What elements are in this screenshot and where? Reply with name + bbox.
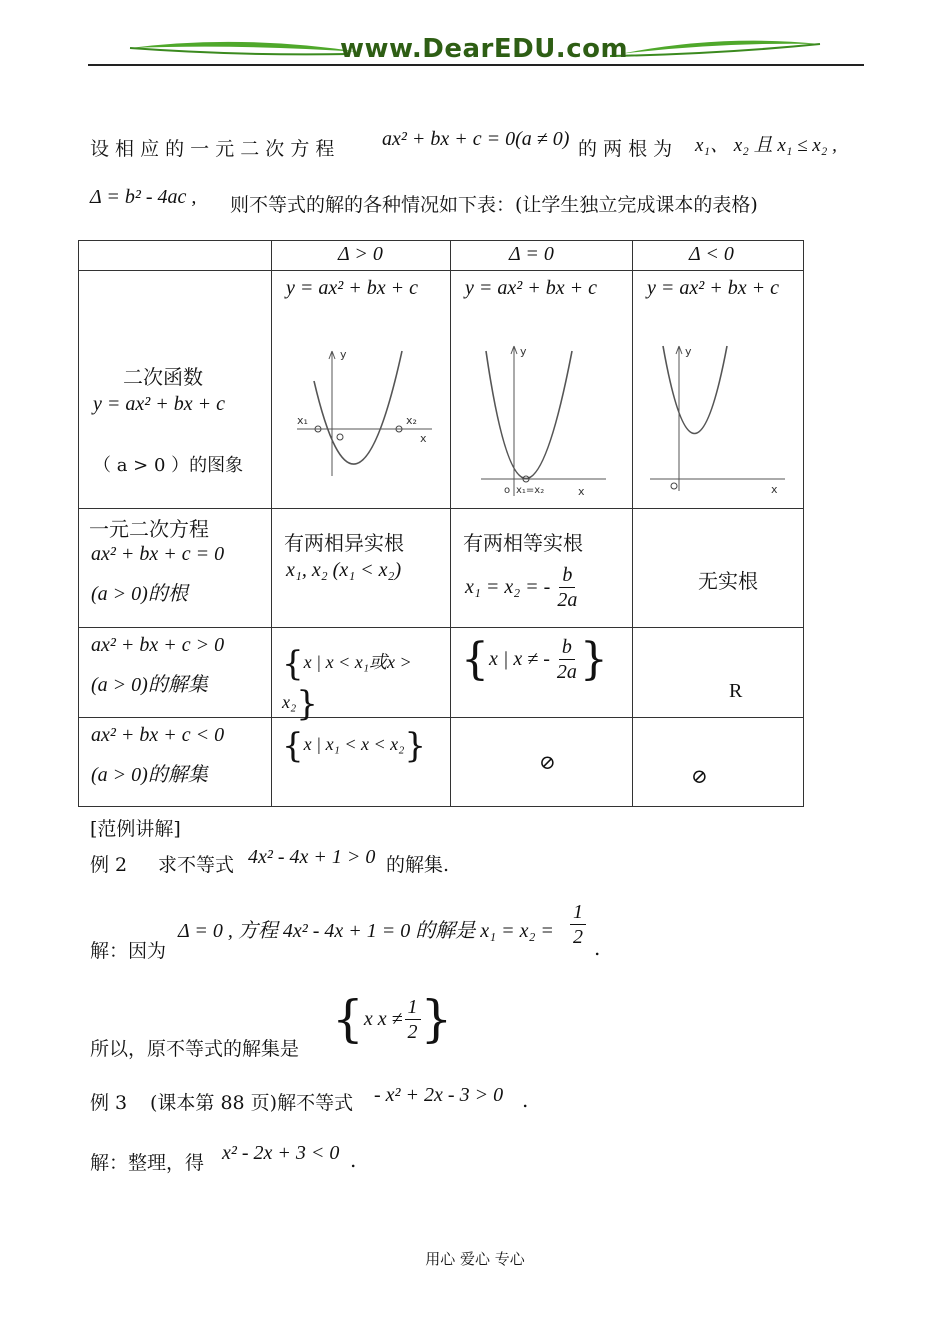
page-footer: 用心 爱心 专心 [425,1250,525,1268]
svg-text:x: x [420,432,427,445]
svg-text:y: y [340,348,347,361]
svg-text:x₁=x₂: x₁=x₂ [516,485,545,496]
row-roots-label: 一元二次方程 ax² + bx + c = 0 (a > 0)的根 [79,509,272,628]
example2-tail: 的解集. [386,854,450,876]
conclusion-text: 所以，原不等式的解集是 [90,1038,300,1060]
graph-cell-delta-neg: y = ax² + bx + c y x [633,271,804,509]
svg-text:x₁: x₁ [297,414,308,427]
svg-text:x₂: x₂ [406,414,417,427]
roots-cell-delta-neg: 无实根 [633,509,804,628]
conclusion-set: x x ≠ [363,1007,403,1030]
intro-line2-text: 则不等式的解的各种情况如下表：(让学生独立完成课本的表格) [230,194,758,216]
empty-set-icon: ⊘ [691,764,708,788]
example2-eq: 4x² - 4x + 1 > 0 [248,846,376,868]
lt-cell-delta-neg [633,718,804,807]
intro-line1-eq: ax² + bx + c = 0(a ≠ 0) [382,128,570,150]
double-root-eq: x₁ = x₂ = - [465,576,551,598]
table-corner-cell [79,241,272,271]
lt-cell-delta-zero [451,718,633,807]
empty-set-icon: ⊘ [539,750,556,774]
parabola-no-root-graph [645,341,795,496]
intro-line1-roots: x₁、 x₂ 且 x₁ ≤ x₂ , [695,135,837,156]
intro-line1-mid: 的 两 根 为 [578,138,673,160]
svg-text:x: x [771,483,778,496]
gt-set-pos: x | x < x₁或x > x₂ [282,652,412,713]
svg-text:y: y [520,345,527,358]
lt-set-pos: x | x₁ < x < x₂ [303,734,405,755]
section-heading: [范例讲解] [90,818,181,840]
example3-eq: - x² + 2x - 3 > 0 [374,1084,504,1106]
svg-text:x: x [578,485,585,498]
parabola-two-roots-graph [292,341,442,481]
solution-lead: 解：因为 [90,940,167,962]
table-header-delta-zero: Δ = 0 [451,241,633,271]
gt-cell-delta-pos: {x | x < x₁或x > x₂} [272,628,451,718]
solution-table [78,240,804,807]
gt-cell-delta-zero: { x | x ≠ - $\frac{b}{2a}$ } [451,628,633,718]
solution3-eq: x² - 2x + 3 < 0 [222,1142,340,1164]
gt-set-zero: x | x ≠ - [489,648,550,670]
example3-label: 例 3 [90,1092,128,1114]
intro-line1-prefix: 设 相 应 的 一 元 二 次 方 程 [90,138,335,160]
row-graph-label: 二次函数 y = ax² + bx + c （ a > 0 ）的图象 [79,271,272,509]
solution-frac: $\frac{1}{2}$ [570,900,586,949]
table-header-delta-pos: Δ > 0 [272,241,451,271]
svg-text:o: o [504,485,511,496]
row-gt-label: ax² + bx + c > 0 (a > 0)的解集 [79,628,272,718]
intro-line2-delta: Δ = b² - 4ac , [90,186,197,208]
row-lt-label: ax² + bx + c < 0 (a > 0)的解集 [79,718,272,807]
roots-cell-delta-zero: 有两相等实根 x₁ = x₂ = - $\frac{b}{2a}$ [451,509,633,628]
graph-cell-delta-pos: y = ax² + bx + c y x₁ x₂ x [272,271,451,509]
roots-cell-delta-pos: 有两相异实根 x₁, x₂ (x₁ < x₂) [272,509,451,628]
solution-line: Δ = 0 , 方程 4x² - 4x + 1 = 0 的解是 x₁ = x₂ = [178,920,554,942]
gt-cell-delta-neg: R [633,628,804,718]
svg-text:y: y [685,345,692,358]
solution3-lead: 解：整理，得 [90,1152,205,1174]
parabola-double-root-graph [476,341,616,501]
lt-cell-delta-pos: {x | x₁ < x < x₂} [272,718,451,807]
table-header-delta-neg: Δ < 0 [633,241,804,271]
example2-label: 例 2 [90,854,128,876]
site-logo[interactable]: www.DearEDU.com [340,34,629,64]
graph-cell-delta-zero: y = ax² + bx + c y o x₁=x₂ x [451,271,633,509]
double-root-frac: $\frac{b}{2a}$ [557,564,578,611]
example3-text: (课本第 88 页)解不等式 [150,1092,354,1114]
example2-text: 求不等式 [158,854,235,876]
header-rule [88,64,864,66]
